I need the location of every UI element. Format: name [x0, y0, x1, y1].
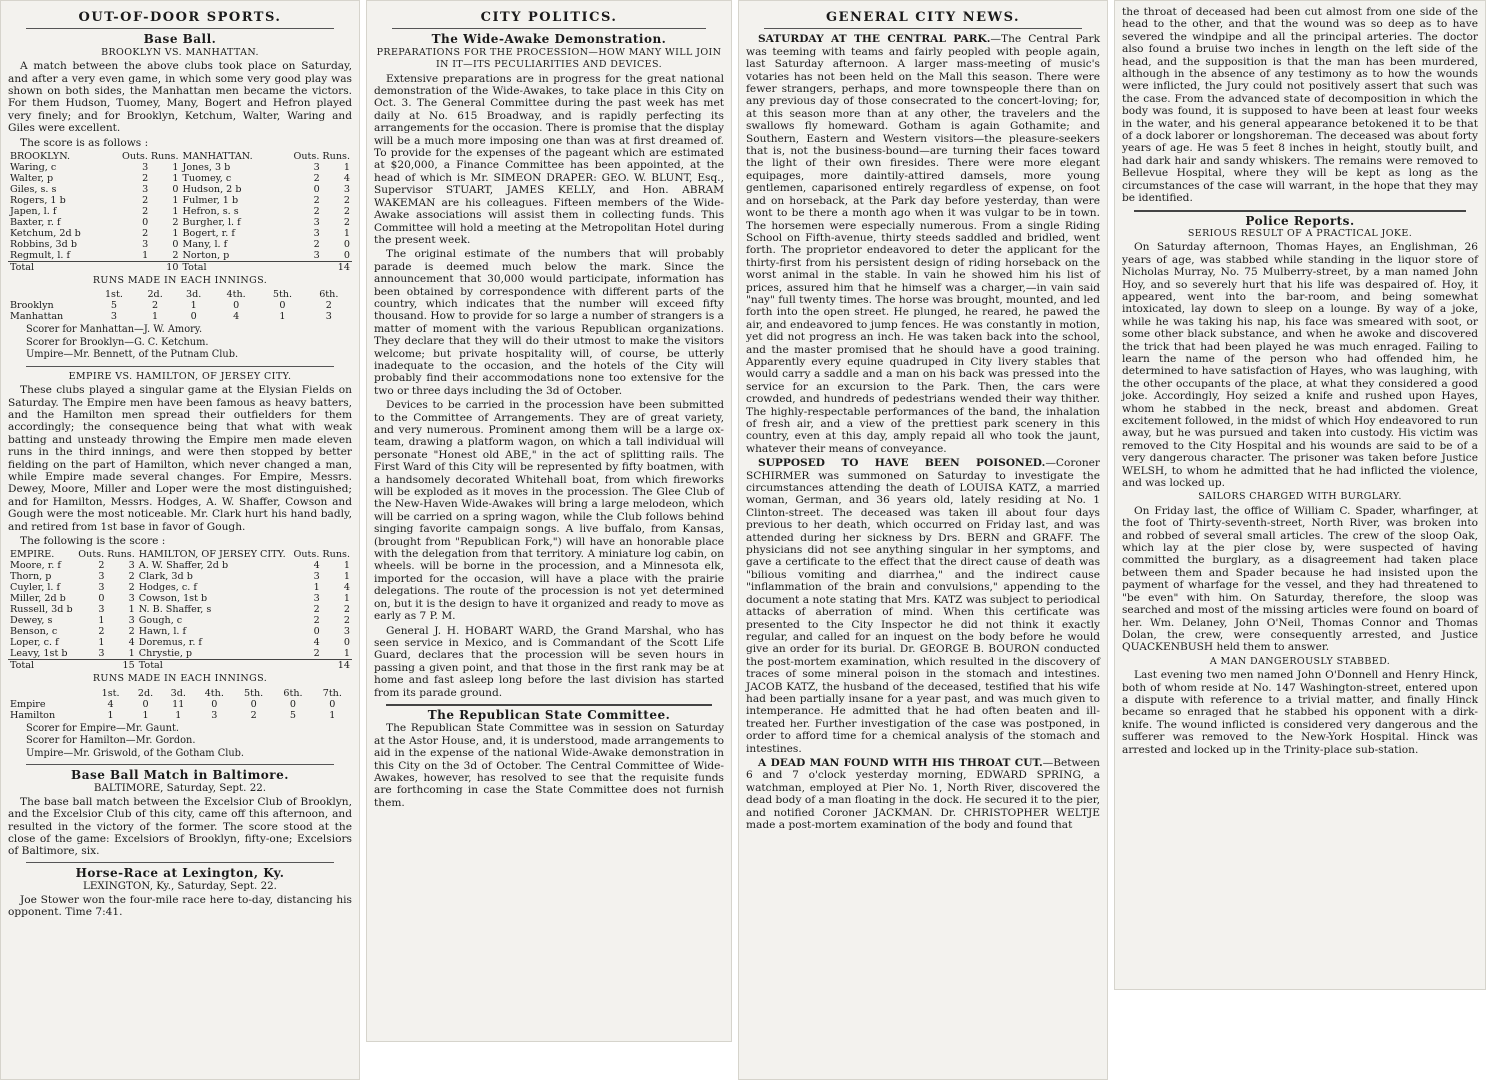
- score-cell: 1: [343, 560, 350, 572]
- scorer-line: Scorer for Brooklyn—G. C. Ketchum.: [26, 336, 209, 348]
- score-cell: 4: [313, 637, 320, 649]
- score-cell: 0: [172, 239, 179, 251]
- score-cell: 3: [128, 593, 135, 605]
- score-cell: 1: [142, 250, 149, 262]
- player-name: Loper, c. f: [10, 637, 59, 649]
- article-paragraph: A match between the above clubs took place on Saturday, and after a very even game, in which some very good play was shown on both sides, the Manhattan men became the victors. For them Hudson, Tuomey, Many, Bogert and Hefron played very finely; and for Brooklyn, Ketchum, Walter, Waring and Giles were excellent.: [8, 60, 352, 135]
- innings-header: 1st.: [101, 687, 120, 699]
- score-row: [8, 228, 352, 239]
- divider: [26, 28, 334, 29]
- score-cell: 1: [98, 615, 105, 627]
- score-table-brooklyn-manhattan: [8, 151, 352, 273]
- total-label: Total: [8, 660, 76, 672]
- divider: [386, 704, 712, 706]
- score-cell: 1: [98, 637, 105, 649]
- innings-runs: 0: [279, 300, 286, 312]
- score-cell: 1: [343, 571, 350, 583]
- score-cell: 3: [128, 615, 135, 627]
- column-general-city-news: [738, 0, 1108, 1080]
- score-row: [8, 637, 352, 648]
- innings-header: 1st.: [104, 289, 123, 301]
- player-name: Bogert, r. f: [182, 228, 235, 240]
- score-cell: 4: [128, 637, 135, 649]
- score-cell: 1: [172, 206, 179, 218]
- score-cell: 2: [313, 206, 320, 218]
- score-cell: 0: [313, 184, 320, 196]
- score-cell: 3: [128, 560, 135, 572]
- innings-header: 5th.: [272, 289, 293, 301]
- innings-header: 4th.: [226, 289, 246, 301]
- score-row: [8, 184, 352, 195]
- scorer-line: Scorer for Manhattan—J. W. Amory.: [26, 324, 203, 336]
- total-value: 14: [322, 660, 352, 672]
- innings-table-empire-hamilton: [8, 688, 352, 721]
- article-paragraph: Devices to be carried in the procession have been submitted to the Committee of Arrangements. They are of great variety, and very numerous. Prominent among them will be a large ox-team, drawing a platform wagon, on which a tall individual will personate "Honest old ABE," in the act of splitting rails. The First Ward of this City will be represented by fifty boatmen, with a handsomely decorated Whitehall boat, from which fireworks will be exploded as it moves in the procession. The Glee Club of the New-Haven Wide-Awakes will bring a large melodeon, which will be carried on a spring wagon, while the Club follows behind singing favorite campaign songs. A live buffalo, from Kansas, (brought from "Republican Fork,") will have an honorable place with the delegation from that territory. A miniature log cabin, on wheels. will be borne in the procession, and a Minnesota elk, imported for the occasion, will have a place with the prairie delegations. The route of the procession is not yet determined on, but it is the design to have it organized and ready to move as early as 7 P. M.: [374, 399, 724, 623]
- player-name: Russell, 3d b: [10, 604, 73, 616]
- innings-row: [8, 699, 352, 710]
- player-name: Thorn, p: [10, 571, 52, 583]
- article-paragraph: Last evening two men named John O'Donnell and Henry Hinck, both of whom reside at No. 147 Washington-street, entered upon a dispute with reference to a trivial matter, and finally Hinck became so enraged that he stabbed his opponent with a dirk-knife. The wound inflicted is considered very dangerous and the sufferer was removed to the New-York Hospital. Hinck was arrested and locked up in the Trinity-place sub-station.: [1122, 669, 1478, 756]
- innings-runs: 2: [325, 300, 332, 312]
- score-cell: 2: [98, 560, 105, 572]
- innings-runs: 1: [152, 311, 159, 323]
- score-cell: 1: [343, 593, 350, 605]
- player-name: A. W. Shaffer, 2d b: [138, 560, 229, 572]
- score-cell: 2: [343, 217, 350, 229]
- score-cell: 1: [172, 228, 179, 240]
- article-subhead: BROOKLYN VS. MANHATTAN.: [101, 46, 259, 58]
- player-name: Baxter, r. f: [10, 217, 61, 229]
- score-table-empire-hamilton: [8, 549, 352, 671]
- player-name: Tuomey, c: [182, 173, 232, 185]
- player-name: Hefron, s. s: [182, 206, 239, 218]
- innings-header: 3d.: [186, 289, 202, 301]
- score-row: [8, 206, 352, 217]
- team-header: BROOKLYN.: [10, 151, 71, 163]
- player-name: Hodges, c. f: [138, 582, 197, 594]
- divider: [392, 28, 706, 29]
- column-out-of-door-sports: [0, 0, 360, 1080]
- innings-runs: 1: [329, 709, 336, 721]
- innings-header: [8, 688, 92, 699]
- total-label: Total: [137, 660, 292, 672]
- score-cell: 2: [172, 217, 179, 229]
- player-name: Jones, 3 b: [182, 162, 231, 174]
- innings-runs: 1: [190, 300, 197, 312]
- score-cell: 3: [313, 571, 320, 583]
- score-cell: 0: [343, 250, 350, 262]
- innings-runs: 3: [211, 709, 218, 721]
- score-row: [8, 239, 352, 250]
- player-name: N. B. Shaffer, s: [138, 604, 212, 616]
- score-cell: 0: [142, 217, 149, 229]
- score-cell: 0: [172, 184, 179, 196]
- divider: [764, 28, 1082, 29]
- umpire-line: Umpire—Mr. Griswold, of the Gotham Club.: [26, 747, 245, 759]
- score-cell: 2: [142, 195, 149, 207]
- innings-runs: 2: [250, 709, 257, 721]
- total-label: Total: [181, 262, 292, 274]
- team-header: EMPIRE.: [10, 549, 55, 561]
- article-headline: Base Ball.: [143, 32, 217, 47]
- innings-header-row: [8, 289, 352, 300]
- innings-runs: 0: [233, 300, 240, 312]
- team-header: MANHATTAN.: [182, 151, 253, 163]
- score-cell: 3: [343, 626, 350, 638]
- column-city-politics: [366, 0, 732, 1042]
- innings-header: 2d.: [147, 289, 163, 301]
- score-cell: 3: [98, 582, 105, 594]
- player-name: Waring, c: [10, 162, 57, 174]
- divider: [26, 862, 334, 863]
- score-row: [8, 162, 352, 173]
- score-cell: 2: [142, 173, 149, 185]
- player-name: Clark, 3d b: [138, 571, 193, 583]
- score-cell: 4: [343, 582, 350, 594]
- innings-runs: 4: [233, 311, 240, 323]
- article-lead: SUPPOSED TO HAVE BEEN POISONED.: [758, 457, 1046, 470]
- innings-row: [8, 300, 352, 311]
- innings-header-row: [8, 688, 352, 699]
- score-cell: 2: [313, 604, 320, 616]
- player-name: Regmult, l. f: [10, 250, 71, 262]
- innings-runs: 3: [110, 311, 117, 323]
- score-cell: 2: [313, 195, 320, 207]
- innings-header: 5th.: [244, 687, 264, 699]
- score-row: [8, 582, 352, 593]
- article-headline: Base Ball Match in Baltimore.: [71, 768, 289, 782]
- innings-row: [8, 311, 352, 322]
- innings-runs: 11: [172, 698, 185, 710]
- article-headline: The Wide-Awake Demonstration.: [431, 32, 667, 47]
- innings-runs: 1: [279, 311, 286, 323]
- innings-heading: RUNS MADE IN EACH INNINGS.: [92, 275, 268, 287]
- score-cell: 1: [343, 648, 350, 660]
- score-row: [8, 173, 352, 184]
- innings-row: [8, 710, 352, 721]
- score-cell: 2: [142, 206, 149, 218]
- player-name: Many, l. f: [182, 239, 228, 251]
- score-cell: 2: [343, 615, 350, 627]
- innings-heading: RUNS MADE IN EACH INNINGS.: [92, 673, 268, 685]
- score-row: [8, 604, 352, 615]
- article-paragraph: [746, 457, 1100, 755]
- score-cell: 2: [343, 195, 350, 207]
- score-cell: 1: [128, 604, 135, 616]
- article-paragraph-continued: the throat of deceased had been cut almost from one side of the head to the other, and that the wound was so deep as to have severed the windpipe and all the principal arteries. The doctor also found a bruise two inches in length on the left side of the head, and the supposition is that the man has been murdered, although in the absence of any testimony as to how the wounds were inflicted, the Jury could not positively assert that such was the case. From the advanced state of decomposition in which the body was found, it is supposed to have been at least four weeks in the water, and his general appearance betokened it to be that of a dock laborer or longshoreman. The deceased was about forty years of age. He was 5 feet 8 inches in height, stoutly built, and had dark hair and sandy whiskers. The remains were removed to Bellevue Hospital, where they will be kept as long as the circumstances of the case will warrant, in the hope that they may be identified.: [1122, 6, 1478, 205]
- innings-runs: 0: [250, 698, 257, 710]
- article-subhead: SAILORS CHARGED WITH BURGLARY.: [1198, 491, 1402, 503]
- player-name: Rogers, 1 b: [10, 195, 66, 207]
- section-title: CITY POLITICS.: [480, 10, 618, 25]
- score-cell: 2: [128, 626, 135, 638]
- innings-runs: 5: [289, 709, 297, 721]
- player-name: Chrystie, p: [138, 648, 193, 660]
- score-cell: 3: [313, 593, 320, 605]
- article-paragraph: General J. H. HOBART WARD, the Grand Marshal, who has seen service in Mexico, and is Commandant of the Scott Life Guard, declares that the procession will be seven hours in passing a given point, and that those in the first rank may be at home and fast asleep long before the last division has started from its parade ground.: [374, 624, 724, 699]
- player-name: Dewey, s: [10, 615, 53, 627]
- scorer-line: Scorer for Hamilton—Mr. Gordon.: [26, 735, 196, 747]
- column-police-reports: [1114, 0, 1486, 990]
- player-name: Ketchum, 2d b: [10, 228, 81, 240]
- article-lead: A DEAD MAN FOUND WITH HIS THROAT CUT.: [758, 756, 1043, 769]
- innings-table-brooklyn-manhattan: [8, 289, 352, 322]
- article-lead: SATURDAY AT THE CENTRAL PARK.: [758, 33, 991, 46]
- article-paragraph: The original estimate of the numbers that will probably parade is deemed much below the mark. Since the announcement that 30,000 would participate, information has been obtained by correspondence with different parts of the country, which indicates that the number will exceed fifty thousand. How to provide for so large a number of strangers is a matter of moment with the various Republican organizations. They declare that they will do their utmost to make the visitors welcome; but private hospitality will, of course, be utterly inadequate to the occasion, and the hotels of the City will probably find their accommodations none too extensive for the two or three days including the 3d of October.: [374, 248, 724, 397]
- article-text: —Coroner SCHIRMER was summoned on Saturday to investigate the circumstances attending the death of LOUISA KATZ, a married woman, German, and 36 years old, lately residing at No. 1 Clinton-street. The deceased was taken ill about four days previous to her death, which occurred on Friday last, and was attended during her sickness by Drs. BERN and GRAFF. The physicians did not see anything singular in her symptoms, and gave a certificate to the effect that the direct cause of death was "bilious vomiting and diarrhea," and the indirect cause "inflammation of the brain and convulsions," appending to the document a note stating that Mrs. KATZ was subject to periodical attacks of aberration of mind. When this certificate was presented to the City Inspector he did not think it exactly regular, and called for an inquest on the body before he would give an order for its burial. Dr. GEORGE B. BOURON conducted the post-mortem examination, which resulted in the discovery of traces of some mineral poison in the stomach and intestines. JACOB KATZ, the husband of the deceased, testified that his wife had been partially insane for a year past, and was much given to intemperance. He admitted that he had often beaten and ill-treated her. Further investigation of the case was postponed, in order to afford time for a chemical analysis of the stomach and intestines.: [746, 457, 1100, 755]
- article-paragraph: The Republican State Committee was in session on Saturday at the Astor House, and, it is understood, made arrangements to aid in the expense of the national Wide-Awake demonstration in this City on the 3d of October. The Central Committee of Wide-Awakes, however, has resolved to see that the requisite funds are forthcoming in case the State Committee does not furnish them.: [374, 722, 724, 809]
- article-paragraph: Extensive preparations are in progress for the great national demonstration of the Wide-Awakes, to take place in this City on Oct. 3. The General Committee during the past week has met daily at No. 615 Broadway, and is rapidly perfecting its arrangements for the occasion. There is promise that the display will be a much more imposing one than was at first dreamed of. To provide for the expenses of the pageant which are estimated at $20,000, a Finance Committee has been appointed, at the head of which is Mr. SIMEON DRAPER: GEO. W. BLUNT, Esq., Supervisor STUART, JAMES KELLY, and Hon. ABRAM WAKEMAN are his colleagues. Fifteen members of the Wide-Awake associations will assist them in collecting funds. This Committee will hold a meeting at the Metropolitan Hotel during the present week.: [374, 72, 724, 246]
- score-row: [8, 217, 352, 228]
- score-cell: 3: [313, 250, 320, 262]
- score-intro: The following is the score :: [20, 534, 166, 547]
- innings-runs: 0: [142, 698, 149, 710]
- total-label: Total: [8, 262, 120, 274]
- score-row: [8, 250, 352, 262]
- score-intro: The score is as follows :: [20, 136, 149, 149]
- score-row: [8, 626, 352, 637]
- score-cell: 0: [343, 239, 350, 251]
- score-cell: 3: [98, 648, 105, 660]
- section-title: OUT-OF-DOOR SPORTS.: [78, 10, 282, 25]
- outs-runs-header: Outs. Runs.: [122, 151, 179, 163]
- score-cell: 3: [343, 184, 350, 196]
- score-cell: 3: [98, 571, 105, 583]
- innings-header: 7th.: [322, 687, 342, 699]
- score-row: [8, 571, 352, 582]
- divider: [26, 366, 334, 367]
- score-cell: 1: [172, 162, 179, 174]
- total-value: 15: [107, 660, 137, 672]
- innings-header: 6th.: [319, 289, 339, 301]
- score-cell: 3: [98, 604, 105, 616]
- score-cell: 1: [172, 173, 179, 185]
- article-paragraph: Joe Stower won the four-mile race here to-day, distancing his opponent. Time 7:41.: [8, 893, 352, 919]
- innings-runs: 0: [211, 698, 218, 710]
- score-cell: 2: [343, 206, 350, 218]
- player-name: Fulmer, 1 b: [182, 195, 239, 207]
- score-cell: 0: [98, 593, 105, 605]
- innings-runs: 0: [190, 311, 197, 323]
- player-name: Leavy, 1st b: [10, 648, 68, 660]
- player-name: Miller, 2d b: [10, 593, 66, 605]
- article-subhead: A MAN DANGEROUSLY STABBED.: [1209, 655, 1391, 667]
- score-cell: 1: [343, 228, 350, 240]
- innings-runs: 1: [107, 709, 114, 721]
- player-name: Hawn, l. f: [138, 626, 187, 638]
- score-cell: 1: [172, 195, 179, 207]
- player-name: Hudson, 2 b: [182, 184, 242, 196]
- player-name: Benson, c: [10, 626, 58, 638]
- score-cell: 3: [313, 228, 320, 240]
- player-name: Gough, c: [138, 615, 183, 627]
- innings-runs: 4: [107, 698, 114, 710]
- innings-header: 2d.: [137, 687, 154, 699]
- score-cell: 1: [128, 648, 135, 660]
- divider: [1134, 210, 1466, 212]
- score-row: [8, 593, 352, 604]
- score-cell: 0: [343, 637, 350, 649]
- player-name: Cuyler, l. f: [10, 582, 61, 594]
- team-name: Hamilton: [10, 709, 56, 721]
- score-cell: 2: [313, 173, 320, 185]
- article-text: —The Central Park was teeming with teams and fairly peopled with people again, last Saturday afternoon. A larger mass-meeting of music's votaries has not been held on the Mall this season. There were fewer strangers, perhaps, and more townspeople there than on any previous day of those consecrated to the concert-loving; for, at this season more than at any other, the travelers and the swallows fly homeward. Gotham is again Gothamite; and Southern, Eastern and Western visitors—the pleasure-seekers that is, not the business-bound—are turning their faces toward the light of their own firesides. There were more elegant equipages, more daintily-attired damsels, more young gentlemen, caparisoned entirely regardless of expense, on foot and on horseback, at the Park day before yesterday, than were wont to be there a month ago when it was vulgar to be in town. The horsemen were especially numerous. From a single Riding School on Fifth-avenue, thirty steeds saddled and bridled, went forth. The proprietor endeavored to deter the applicant for the thirty-first from his persistent design of riding horseback on the worst animal in the stable. In vain he showed him his list of prices, assured him that he himself was a charger,—in vain said "nay" full twenty times. The horse was brought, mounted, and led forth into the open street. He plunged, he reared, he pawed the air, and endeavored to jump fences. He was constantly in motion, yet did not progress an inch. He was taken back into the school, and the master promised that he should have a good training. Apparently every equine quadruped in City livery stables that would carry a saddle and a man on his back was pressed into the service for an excursion to the Park. Then, the cars were crowded, and hundreds of pedestrians wended their way thither. The highly-respectable performances of the band, the inhalation of fresh air, and a view of the prettiest park scenery in this country, even at this day, amply repaid all who took the jaunt, whatever their means of conveyance.: [746, 33, 1100, 455]
- player-name: Doremus, r. f: [138, 637, 202, 649]
- article-headline: Horse-Race at Lexington, Ky.: [75, 865, 285, 880]
- score-cell: 1: [313, 582, 320, 594]
- player-name: Cowson, 1st b: [138, 593, 208, 605]
- innings-runs: 1: [142, 709, 149, 721]
- dateline: BALTIMORE, Saturday, Sept. 22.: [93, 782, 267, 795]
- article-subhead: PREPARATIONS FOR THE PROCESSION—HOW MANY WILL JOIN IN IT—ITS PECULIARITIES AND DEVICES.: [376, 46, 722, 71]
- team-name: Manhattan: [10, 311, 64, 323]
- player-name: Walter, p: [10, 173, 54, 185]
- section-title: GENERAL CITY NEWS.: [825, 10, 1021, 25]
- innings-header: 6th.: [283, 687, 303, 699]
- article-headline: Police Reports.: [1245, 213, 1355, 228]
- score-cell: 2: [98, 626, 105, 638]
- team-name: Brooklyn: [10, 300, 54, 312]
- player-name: Giles, s. s: [10, 184, 57, 196]
- team-name: Empire: [10, 698, 46, 710]
- player-name: Norton, p: [182, 250, 230, 262]
- article-paragraph: On Saturday afternoon, Thomas Hayes, an Englishman, 26 years of age, was stabbed while standing in the liquor store of Nicholas Murray, No. 75 Mulberry-street, by a man named John Hoy, and so severely hurt that his life was despaired of. Hoy, it appeared, went into the bar-room, and being somewhat intoxicated, lay down to sleep on a lounge. By way of a joke, while he was taking his nap, his face was smeared with soot, or some other black substance, and when he awoke and discovered the trick that had been played he was much enraged. Failing to learn the name of the person who had offended him, he determined to have satisfaction of Hayes, who was laughing, with the other occupants of the place, at what they considered a good joke. Accordingly, Hoy seized a knife and rushed upon Hayes, whom he stabbed in the neck, breast and abdomen. Great excitement followed, in the midst of which Hoy endeavored to run away, but he was pursued and taken into custody. His victim was removed to the City Hospital and his wounds are said to be of a very dangerous character. The prisoner was taken before Justice WELSH, to whom he admitted that he had inflicted the violence, and was locked up.: [1122, 241, 1478, 490]
- article-paragraph: [746, 33, 1100, 455]
- player-name: Japen, l. f: [10, 206, 57, 218]
- score-cell: 4: [313, 560, 320, 572]
- innings-header: 4th.: [204, 687, 224, 699]
- outs-runs-header: Outs. Runs.: [78, 549, 135, 561]
- score-cell: 2: [313, 648, 320, 660]
- score-cell: 2: [128, 582, 135, 594]
- article-paragraph: On Friday last, the office of William C. Spader, wharfinger, at the foot of Thirty-seventh-street, North River, was broken into and robbed of several small articles. The crew of the sloop Oak, which lay at the pier close by, were suspected of having committed the burglary, as a disagreement had taken place between them and Spader because he had insisted upon the payment of wharfage for the vessel, and they had threatened to "be even" with him. On Saturday, therefore, the sloop was searched and most of the missing articles were found on board of her. Wm. Delaney, John O'Neil, Thomas Connor and Thomas Dolan, the crew, were consequently arrested, and Justice QUACKENBUSH held them to answer.: [1122, 504, 1478, 654]
- score-cell: 2: [313, 239, 320, 251]
- innings-runs: 1: [175, 709, 182, 721]
- innings-runs: 0: [329, 698, 336, 710]
- score-row: [8, 648, 352, 660]
- article-subhead: EMPIRE VS. HAMILTON, OF JERSEY CITY.: [68, 370, 292, 382]
- divider: [26, 764, 334, 765]
- total-value: 10: [150, 262, 180, 274]
- scorer-line: Scorer for Empire—Mr. Gaunt.: [26, 722, 180, 734]
- player-name: Moore, r. f: [10, 560, 61, 572]
- article-subhead: SERIOUS RESULT OF A PRACTICAL JOKE.: [1187, 227, 1413, 239]
- article-paragraph: These clubs played a singular game at the Elysian Fields on Saturday. The Empire men have been famous as heavy batters, and the Hamilton men spread their outfielders for them accordingly; the consequence being that what with weak batting and unsteady throwing the Empire men made eleven runs in the third innings, and were then stopped by better fielding on the part of Hamilton, which never changed a man, while Empire made several changes. For Empire, Messrs. Dewey, Moore, Miller and Loper were the most distinguished; and for Hamilton, Messrs. Hodges, A. W. Shaffer, Cowson and Gough were the most noticeable. Mr. Clark hurt his hand badly, and retired from 1st base in favor of Gough.: [8, 384, 352, 533]
- outs-runs-header: Outs. Runs.: [293, 151, 350, 163]
- innings-runs: 5: [110, 300, 117, 312]
- score-cell: 2: [142, 228, 149, 240]
- article-text: —Between 6 and 7 o'clock yesterday morning, EDWARD SPRING, a watchman, employed at Pier No. 1, North River, discovered the dead body of a man floating in the dock. He secured it to the pier, and notified Coroner JACKMAN. Dr. CHRISTOPHER WELTJE made a post-mortem examination of the body and found that: [746, 756, 1100, 831]
- innings-header: 3d.: [170, 687, 186, 699]
- score-cell: 4: [343, 173, 350, 185]
- player-name: Robbins, 3d b: [10, 239, 77, 251]
- umpire-line: Umpire—Mr. Bennett, of the Putnam Club.: [26, 349, 239, 361]
- innings-runs: 2: [152, 300, 159, 312]
- score-cell: 0: [313, 626, 320, 638]
- innings-header: [8, 289, 92, 300]
- score-cell: 2: [128, 571, 135, 583]
- article-paragraph: [746, 757, 1100, 831]
- score-cell: 3: [142, 239, 149, 251]
- outs-runs-header: Outs. Runs.: [293, 549, 350, 561]
- innings-runs: 0: [289, 698, 297, 710]
- article-paragraph: The base ball match between the Excelsior Club of Brooklyn, and the Excelsior Club of this city, came off this afternoon, and resulted in the victory of the former. The score stood at the close of the game: Excelsiors of Brooklyn, fifty-one; Excelsiors of Baltimore, six.: [8, 795, 352, 858]
- score-cell: 2: [172, 250, 179, 262]
- score-cell: 1: [343, 162, 350, 174]
- score-cell: 3: [142, 184, 149, 196]
- score-cell: 3: [313, 217, 320, 229]
- score-cell: 3: [142, 162, 149, 174]
- article-headline: The Republican State Committee.: [427, 707, 671, 722]
- total-value: 14: [322, 262, 352, 274]
- score-row: [8, 195, 352, 206]
- player-name: Burgher, l. f: [182, 217, 241, 229]
- innings-runs: 3: [325, 311, 332, 323]
- score-cell: 3: [313, 162, 320, 174]
- score-row: [8, 615, 352, 626]
- dateline: LEXINGTON, Ky., Saturday, Sept. 22.: [83, 880, 277, 893]
- score-cell: 2: [343, 604, 350, 616]
- score-cell: 2: [313, 615, 320, 627]
- team-header: HAMILTON, OF JERSEY CITY.: [138, 549, 286, 561]
- score-row: [8, 560, 352, 571]
